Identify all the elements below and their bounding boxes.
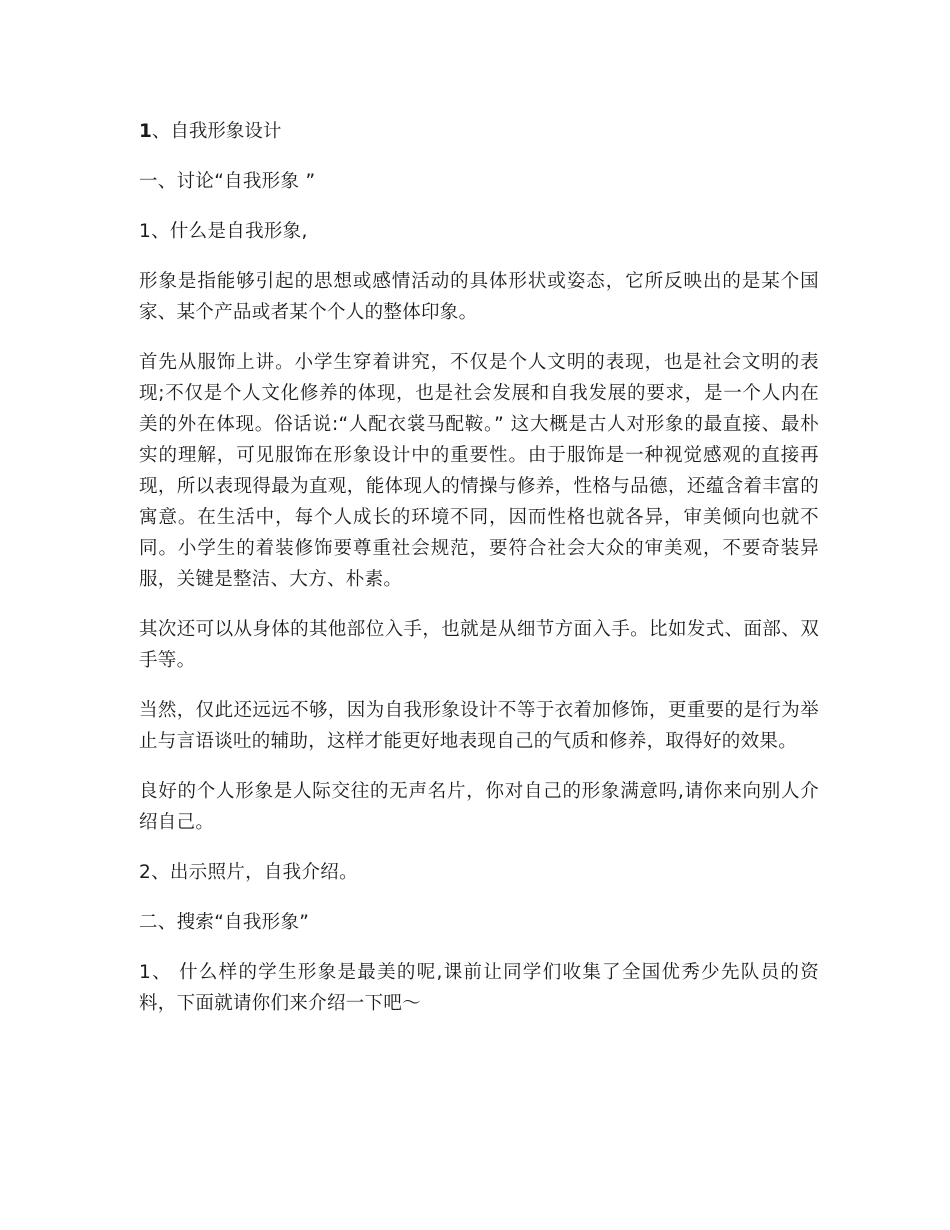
heading-search-self-image: 二、搜索“自我形象” (139, 912, 310, 933)
item-show-photo: 2、出示照片，自我介绍。 (139, 862, 358, 883)
document-page (139, 116, 819, 1038)
question-what-is-self-image: 1、什么是自我形象, (139, 221, 308, 242)
paragraph-personal-image: 良好的个人形象是人际交往的无声名片，你对自己的形象满意吗,请你来向别人介绍自己。 (139, 781, 819, 833)
document-title (139, 116, 819, 147)
paragraph-clothing: 首先从服饰上讲。小学生穿着讲究，不仅是个人文明的表现，也是社会文明的表现;不仅是个人文化修养的体现，也是社会发展和自我发展的要求，是一个人内在美的外在体现。俗话说:“人配衣裳马配鞍。” 这大概是古人对形象的最直接、最朴实的理解，可见服饰在形象设计中的重要性。由于服饰是一种视觉感观的直接再现，所以表现得最为直观，能体现人的情操与修养，性格与品德，还蕴含着丰富的寓意。在生活中，每个人成长的环境不同，因而性格也就各异，审美倾向也就不同。小学生的着装修饰要尊重社会规范，要符合社会大众的审美观，不要奇装异服，关键是整洁、大方、朴素。 (139, 352, 819, 590)
paragraph-behavior: 当然，仅此还远远不够，因为自我形象设计不等于衣着加修饰，更重要的是行为举止与言语谈吐的辅助，这样才能更好地表现自己的气质和修养，取得好的效果。 (139, 700, 819, 752)
paragraph-definition: 形象是指能够引起的思想或感情活动的具体形状或姿态，它所反映出的是某个国家、某个产品或者某个个人的整体印象。 (139, 271, 819, 323)
paragraph-body-details: 其次还可以从身体的其他部位入手，也就是从细节方面入手。比如发式、面部、双手等。 (139, 619, 819, 671)
item-best-student-image: 1、 什么样的学生形象是最美的呢,课前让同学们收集了全国优秀少先队员的资料，下面就请你们来介绍一下吧～ (139, 962, 819, 1014)
title-number: 1 (139, 121, 152, 142)
heading-discuss-self-image: 一、讨论“自我形象 ” (139, 171, 316, 192)
title-text: 、自我形象设计 (151, 121, 282, 142)
